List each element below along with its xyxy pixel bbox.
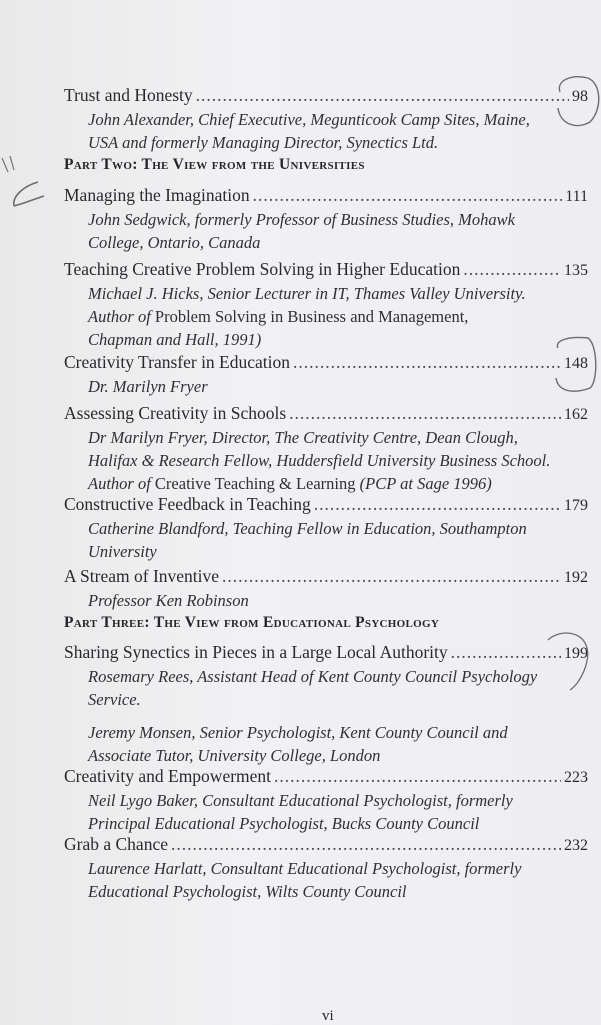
toc-entry-managing-the-imagination[interactable]: [64, 184, 588, 254]
leader-dots: [171, 833, 561, 855]
entry-title-line: [64, 402, 588, 426]
entry-page-number: 98: [572, 88, 588, 105]
leader-dots: [451, 641, 561, 663]
leader-dots: [314, 493, 561, 515]
entry-title: Creativity Transfer in Education: [64, 352, 291, 372]
entry-title: Managing the Imagination: [64, 185, 250, 205]
leader-dots: [274, 765, 561, 787]
leader-dots: [222, 565, 561, 587]
book-title: Problem Solving in Business and Management,: [154, 307, 469, 326]
entry-page-number: 135: [564, 262, 588, 279]
entry-title-line: [64, 493, 588, 517]
part-three-heading: Part Three: The View from Educational Psychology: [64, 614, 440, 631]
entry-author: Chapman and Hall, 1991): [88, 330, 262, 349]
toc-entry-creativity-transfer[interactable]: [64, 351, 588, 398]
entry-author: John Alexander, Chief Executive, Megunticook Camp Sites, Maine,: [88, 110, 530, 129]
entry-title: Assessing Creativity in Schools: [64, 403, 287, 423]
entry-title-line: [64, 184, 588, 208]
leader-dots: [293, 351, 561, 373]
entry-author: Neil Lygo Baker, Consultant Educational Psychologist, formerly: [88, 791, 513, 810]
entry-title-line: [64, 84, 588, 108]
entry-author: Catherine Blandford, Teaching Fellow in Education, Southampton: [88, 519, 527, 538]
author-prefix: Author of: [88, 474, 151, 493]
entry-author: Service.: [88, 690, 141, 709]
toc-entry-assessing-creativity[interactable]: [64, 402, 588, 495]
entry-page-number: 199: [564, 645, 588, 662]
entry-author: Educational Psychologist, Wilts County Council: [88, 882, 407, 901]
entry-author: Laurence Harlatt, Consultant Educational Psychologist, formerly: [88, 859, 522, 878]
leader-dots: [196, 84, 569, 106]
toc-entry-stream-of-inventive[interactable]: [64, 565, 588, 612]
toc-entry-constructive-feedback[interactable]: [64, 493, 588, 563]
entry-title-line: [64, 258, 588, 282]
entry-author: Jeremy Monsen, Senior Psychologist, Kent County Council and: [88, 723, 508, 742]
entry-author: Rosemary Rees, Assistant Head of Kent County Council Psychology: [88, 667, 538, 686]
toc-entry-sharing-synectics[interactable]: [64, 641, 588, 767]
entry-author: Principal Educational Psychologist, Bucks County Council: [88, 814, 480, 833]
toc-entry-teaching-creative-problem-solving[interactable]: [64, 258, 588, 351]
entry-page-number: 162: [564, 406, 588, 423]
toc-entry-trust-and-honesty[interactable]: [64, 84, 588, 154]
pencil-arrow-mark: [14, 182, 44, 206]
entry-title-line: [64, 641, 588, 665]
publisher: (PCP at Sage 1996): [359, 474, 492, 493]
entry-page-number: 192: [564, 569, 588, 586]
leader-dots: [289, 402, 561, 424]
toc-entry-grab-a-chance[interactable]: [64, 833, 588, 903]
entry-author: Associate Tutor, University College, London: [88, 746, 381, 765]
entry-author: [64, 472, 588, 495]
entry-title: A Stream of Inventive: [64, 566, 220, 586]
entry-author: USA and formerly Managing Director, Synectics Ltd.: [88, 133, 439, 152]
entry-author: Professor Ken Robinson: [88, 591, 249, 610]
entry-page-number: 232: [564, 837, 588, 854]
entry-page-number: 111: [565, 188, 588, 205]
entry-author: [64, 305, 588, 328]
entry-author: Dr. Marilyn Fryer: [88, 377, 208, 396]
entry-page-number: 223: [564, 769, 588, 786]
entry-page-number: 148: [564, 355, 588, 372]
book-title: Creative Teaching & Learning: [154, 474, 356, 493]
entry-title-line: [64, 351, 588, 375]
pencil-tick-mark: [2, 156, 14, 172]
entry-title: Constructive Feedback in Teaching: [64, 494, 311, 514]
entry-title: Grab a Chance: [64, 834, 168, 854]
entry-author: Michael J. Hicks, Senior Lecturer in IT, Thames Valley University.: [88, 284, 526, 303]
entry-title: Sharing Synectics in Pieces in a Large Local Authority: [64, 642, 448, 662]
toc-entry-creativity-and-empowerment[interactable]: [64, 765, 588, 835]
entry-title: Creativity and Empowerment: [64, 766, 272, 786]
leader-dots: [463, 258, 561, 280]
entry-author: Halifax & Research Fellow, Huddersfield University Business School.: [88, 451, 551, 470]
entry-title-line: [64, 765, 588, 789]
entry-title-line: [64, 565, 588, 589]
entry-title: Teaching Creative Problem Solving in Higher Education: [64, 259, 461, 279]
entry-author: John Sedgwick, formerly Professor of Business Studies, Mohawk: [88, 210, 515, 229]
entry-author: College, Ontario, Canada: [88, 233, 261, 252]
entry-title: Trust and Honesty: [64, 85, 193, 105]
entry-author: University: [88, 542, 157, 561]
entry-page-number: 179: [564, 497, 588, 514]
page-folio: vi: [322, 1008, 334, 1024]
author-prefix: Author of: [88, 307, 151, 326]
entry-author: Dr Marilyn Fryer, Director, The Creativity Centre, Dean Clough,: [88, 428, 518, 447]
entry-title-line: [64, 833, 588, 857]
part-two-heading: Part Two: The View from the Universities: [64, 156, 365, 173]
leader-dots: [253, 184, 563, 206]
